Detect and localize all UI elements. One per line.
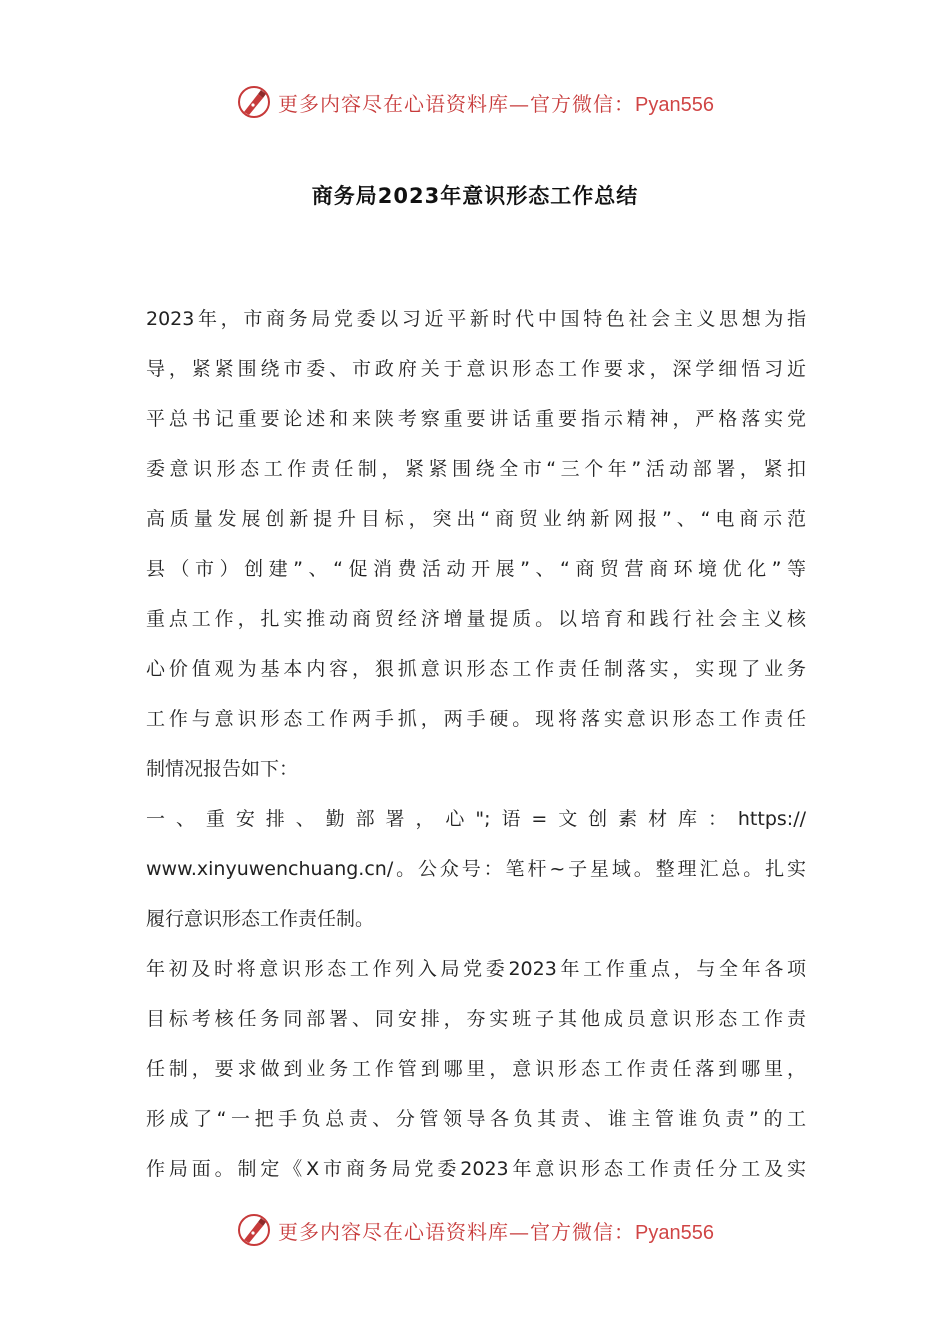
body-line: 县（市）创建”、“促消费活动开展”、“商贸营商环境优化”等	[146, 558, 806, 580]
document-title: 商务局2023年意识形态工作总结	[311, 184, 639, 208]
body-line: 平总书记重要论述和来陕考察重要讲话重要指示精神，严格落实党	[146, 408, 806, 430]
pen-nib-logo-icon	[236, 1212, 272, 1248]
watermark-text: 更多内容尽在心语资料库—官方微信：Pyan556	[278, 91, 714, 116]
body-line: 2023年，市商务局党委以习近平新时代中国特色社会主义思想为指	[146, 308, 806, 330]
body-line: 形成了“一把手负总责、分管领导各负其责、谁主管谁负责”的工	[146, 1108, 806, 1130]
body-line: 重点工作，扎实推动商贸经济增量提质。以培育和践行社会主义核	[146, 608, 806, 630]
header-watermark	[0, 82, 950, 122]
body-line: 年初及时将意识形态工作列入局党委2023年工作重点，与全年各项	[146, 958, 806, 980]
body-line: 心价值观为基本内容，狠抓意识形态工作责任制落实，实现了业务	[146, 658, 806, 680]
body-line: 任制，要求做到业务工作管到哪里，意识形态工作责任落到哪里，	[146, 1058, 806, 1080]
watermark-text: 更多内容尽在心语资料库—官方微信：Pyan556	[278, 1219, 714, 1244]
body-line: 履行意识形态工作责任制。	[146, 908, 375, 930]
body-line: 委意识形态工作责任制，紧紧围绕全市“三个年”活动部署，紧扣	[146, 458, 806, 480]
body-line: 制情况报告如下：	[146, 758, 299, 780]
section-heading-line: 一、重安排、勤部署，心";语=文创素材库：https://	[146, 808, 806, 830]
body-line: 工作与意识形态工作两手抓，两手硬。现将落实意识形态工作责任	[146, 708, 806, 730]
body-line: 导，紧紧围绕市委、市政府关于意识形态工作要求，深学细悟习近	[146, 358, 806, 380]
body-line: 高质量发展创新提升目标，突出“商贸业纳新网报”、“电商示范	[146, 508, 806, 530]
body-line: 目标考核任务同部署、同安排，夯实班子其他成员意识形态工作责	[146, 1008, 806, 1030]
footer-watermark	[0, 1210, 950, 1250]
body-line: www.xinyuwenchuang.cn/。公众号：笔杆~子星域。整理汇总。扎实	[146, 858, 806, 880]
pen-nib-logo-icon	[236, 84, 272, 120]
document-body	[146, 294, 806, 1194]
body-line: 作局面。制定《X市商务局党委2023年意识形态工作责任分工及实	[146, 1158, 806, 1180]
